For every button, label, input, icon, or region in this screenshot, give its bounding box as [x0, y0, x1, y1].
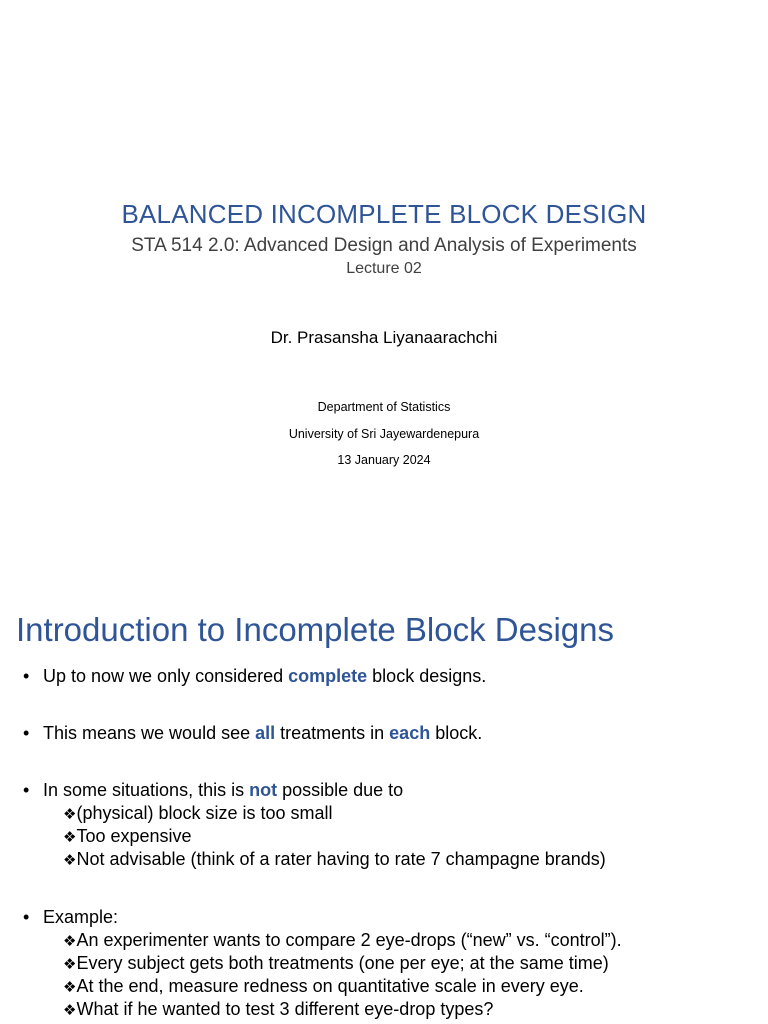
sub-item-text: Not advisable (think of a rater having to rate 7 champagne brands) — [76, 849, 606, 869]
sub-item-text: What if he wanted to test 3 different eye-drop types? — [76, 999, 494, 1019]
lecture-number: Lecture 02 — [346, 260, 422, 277]
sub-item — [63, 929, 622, 953]
highlight-term: not — [249, 780, 278, 800]
sub-item — [63, 825, 192, 849]
sub-item-text: At the end, measure redness on quantitative scale in every eye. — [76, 976, 584, 996]
author-name: Dr. Prasansha Liyanaarachchi — [270, 328, 498, 347]
bullet-text: In some situations, this is — [43, 780, 250, 800]
slide-title: Introduction to Incomplete Block Designs — [16, 611, 614, 648]
sub-item-text: Too expensive — [76, 826, 192, 846]
sub-item-text: (physical) block size is too small — [76, 803, 333, 823]
sub-item-text: An experimenter wants to compare 2 eye-drops (“new” vs. “control”). — [76, 930, 622, 950]
diamond-icon: ❖ — [63, 805, 77, 823]
bullet-text: Up to now we only considered — [43, 666, 289, 686]
diamond-icon: ❖ — [63, 955, 77, 973]
highlight-term: each — [389, 723, 431, 743]
intro-slide — [0, 576, 768, 1024]
diamond-icon: ❖ — [63, 851, 77, 869]
diamond-icon: ❖ — [63, 828, 77, 846]
bullet-text: treatments in — [275, 723, 390, 743]
bullet-item — [23, 665, 486, 688]
bullet-icon: • — [23, 780, 30, 800]
lecture-date: 13 January 2024 — [337, 453, 431, 467]
bullet-text: Example: — [43, 907, 119, 927]
bullet-icon: • — [23, 666, 30, 686]
sub-item — [63, 848, 606, 872]
bullet-text: block. — [430, 723, 483, 743]
department: Department of Statistics — [317, 400, 451, 414]
diamond-icon: ❖ — [63, 932, 77, 950]
sub-item — [63, 952, 609, 976]
bullet-icon: • — [23, 723, 30, 743]
diamond-icon: ❖ — [63, 978, 77, 996]
diamond-icon: ❖ — [63, 1001, 77, 1019]
course-name: STA 514 2.0: Advanced Design and Analysis of Experiments — [131, 235, 637, 256]
bullet-item — [23, 722, 482, 745]
bullet-text: This means we would see — [43, 723, 256, 743]
sub-item — [63, 802, 333, 826]
bullet-text: block designs. — [367, 666, 487, 686]
university: University of Sri Jayewardenepura — [288, 427, 480, 441]
sub-item — [63, 975, 584, 999]
highlight-term: complete — [288, 666, 368, 686]
highlight-term: all — [255, 723, 276, 743]
sub-item — [63, 998, 493, 1022]
lecture-title: BALANCED INCOMPLETE BLOCK DESIGN — [121, 199, 647, 229]
bullet-icon: • — [23, 907, 30, 927]
bullet-text: possible due to — [277, 780, 404, 800]
bullet-item — [23, 906, 118, 929]
sub-item-text: Every subject gets both treatments (one per eye; at the same time) — [76, 953, 609, 973]
bullet-item — [23, 779, 403, 802]
